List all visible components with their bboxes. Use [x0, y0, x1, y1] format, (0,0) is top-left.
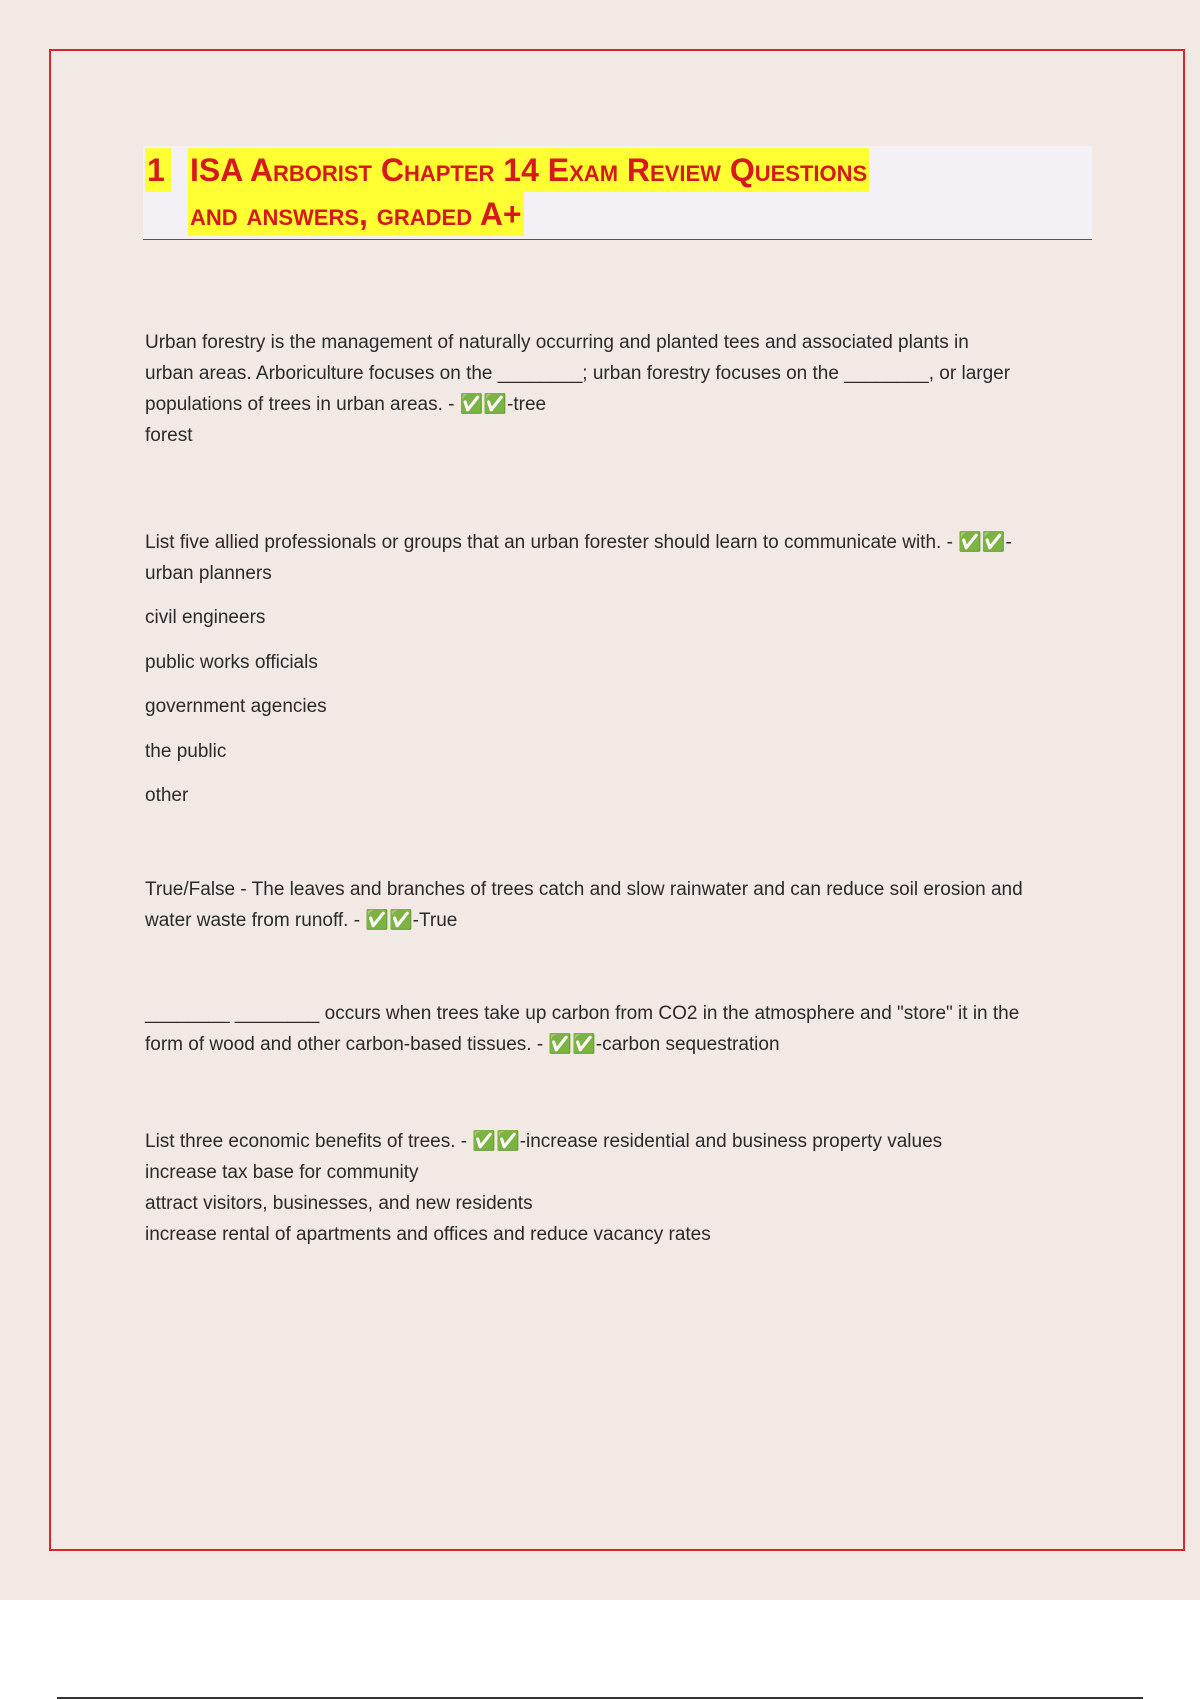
heading-number: 1: [145, 148, 171, 192]
answer-line: urban planners: [145, 563, 272, 584]
answer-line: attract visitors, businesses, and new residents: [145, 1193, 533, 1214]
question-line: Urban forestry is the management of naturally occurring and planted tees and associated plants in: [145, 332, 969, 353]
question-line: water waste from runoff. - ✅✅-True: [145, 910, 458, 931]
answer-line: other: [145, 785, 189, 806]
question-line: form of wood and other carbon-based tissues. - ✅✅-carbon sequestration: [145, 1034, 780, 1055]
qa-block-allied-professionals: [145, 527, 1075, 811]
qa-block-carbon-sequestration: [145, 998, 1075, 1060]
question-line: populations of trees in urban areas. - ✅✅-tree: [145, 394, 547, 415]
answer-line: government agencies: [145, 696, 327, 717]
question-line: True/False - The leaves and branches of trees catch and slow rainwater and can reduce soil erosion and: [145, 879, 1023, 900]
question-line: List three economic benefits of trees. - ✅✅-increase residential and business property values: [145, 1131, 943, 1152]
footer-divider: [57, 1697, 1143, 1699]
heading-title-line-2: and answers, graded A+: [188, 192, 524, 236]
question-line: urban areas. Arboriculture focuses on the ________; urban forestry focuses on the ________, or larger: [145, 363, 1011, 384]
qa-block-economic-benefits: [145, 1126, 1075, 1250]
heading-title-line-1: ISA Arborist Chapter 14 Exam Review Questions: [188, 148, 869, 192]
answer-line: increase tax base for community: [145, 1162, 419, 1183]
qa-block-urban-forestry: [145, 327, 1075, 451]
answer-line: the public: [145, 741, 227, 762]
answer-line: public works officials: [145, 652, 318, 673]
question-line: List five allied professionals or groups that an urban forester should learn to communicate with. - ✅✅-: [145, 532, 1012, 553]
answer-line: forest: [145, 425, 193, 446]
answer-line: civil engineers: [145, 607, 266, 628]
answer-line: increase rental of apartments and offices and reduce vacancy rates: [145, 1224, 711, 1245]
qa-block-true-false-rainwater: [145, 874, 1075, 936]
question-line: ________ ________ occurs when trees take up carbon from CO2 in the atmosphere and "store" it in the: [145, 1003, 1020, 1024]
